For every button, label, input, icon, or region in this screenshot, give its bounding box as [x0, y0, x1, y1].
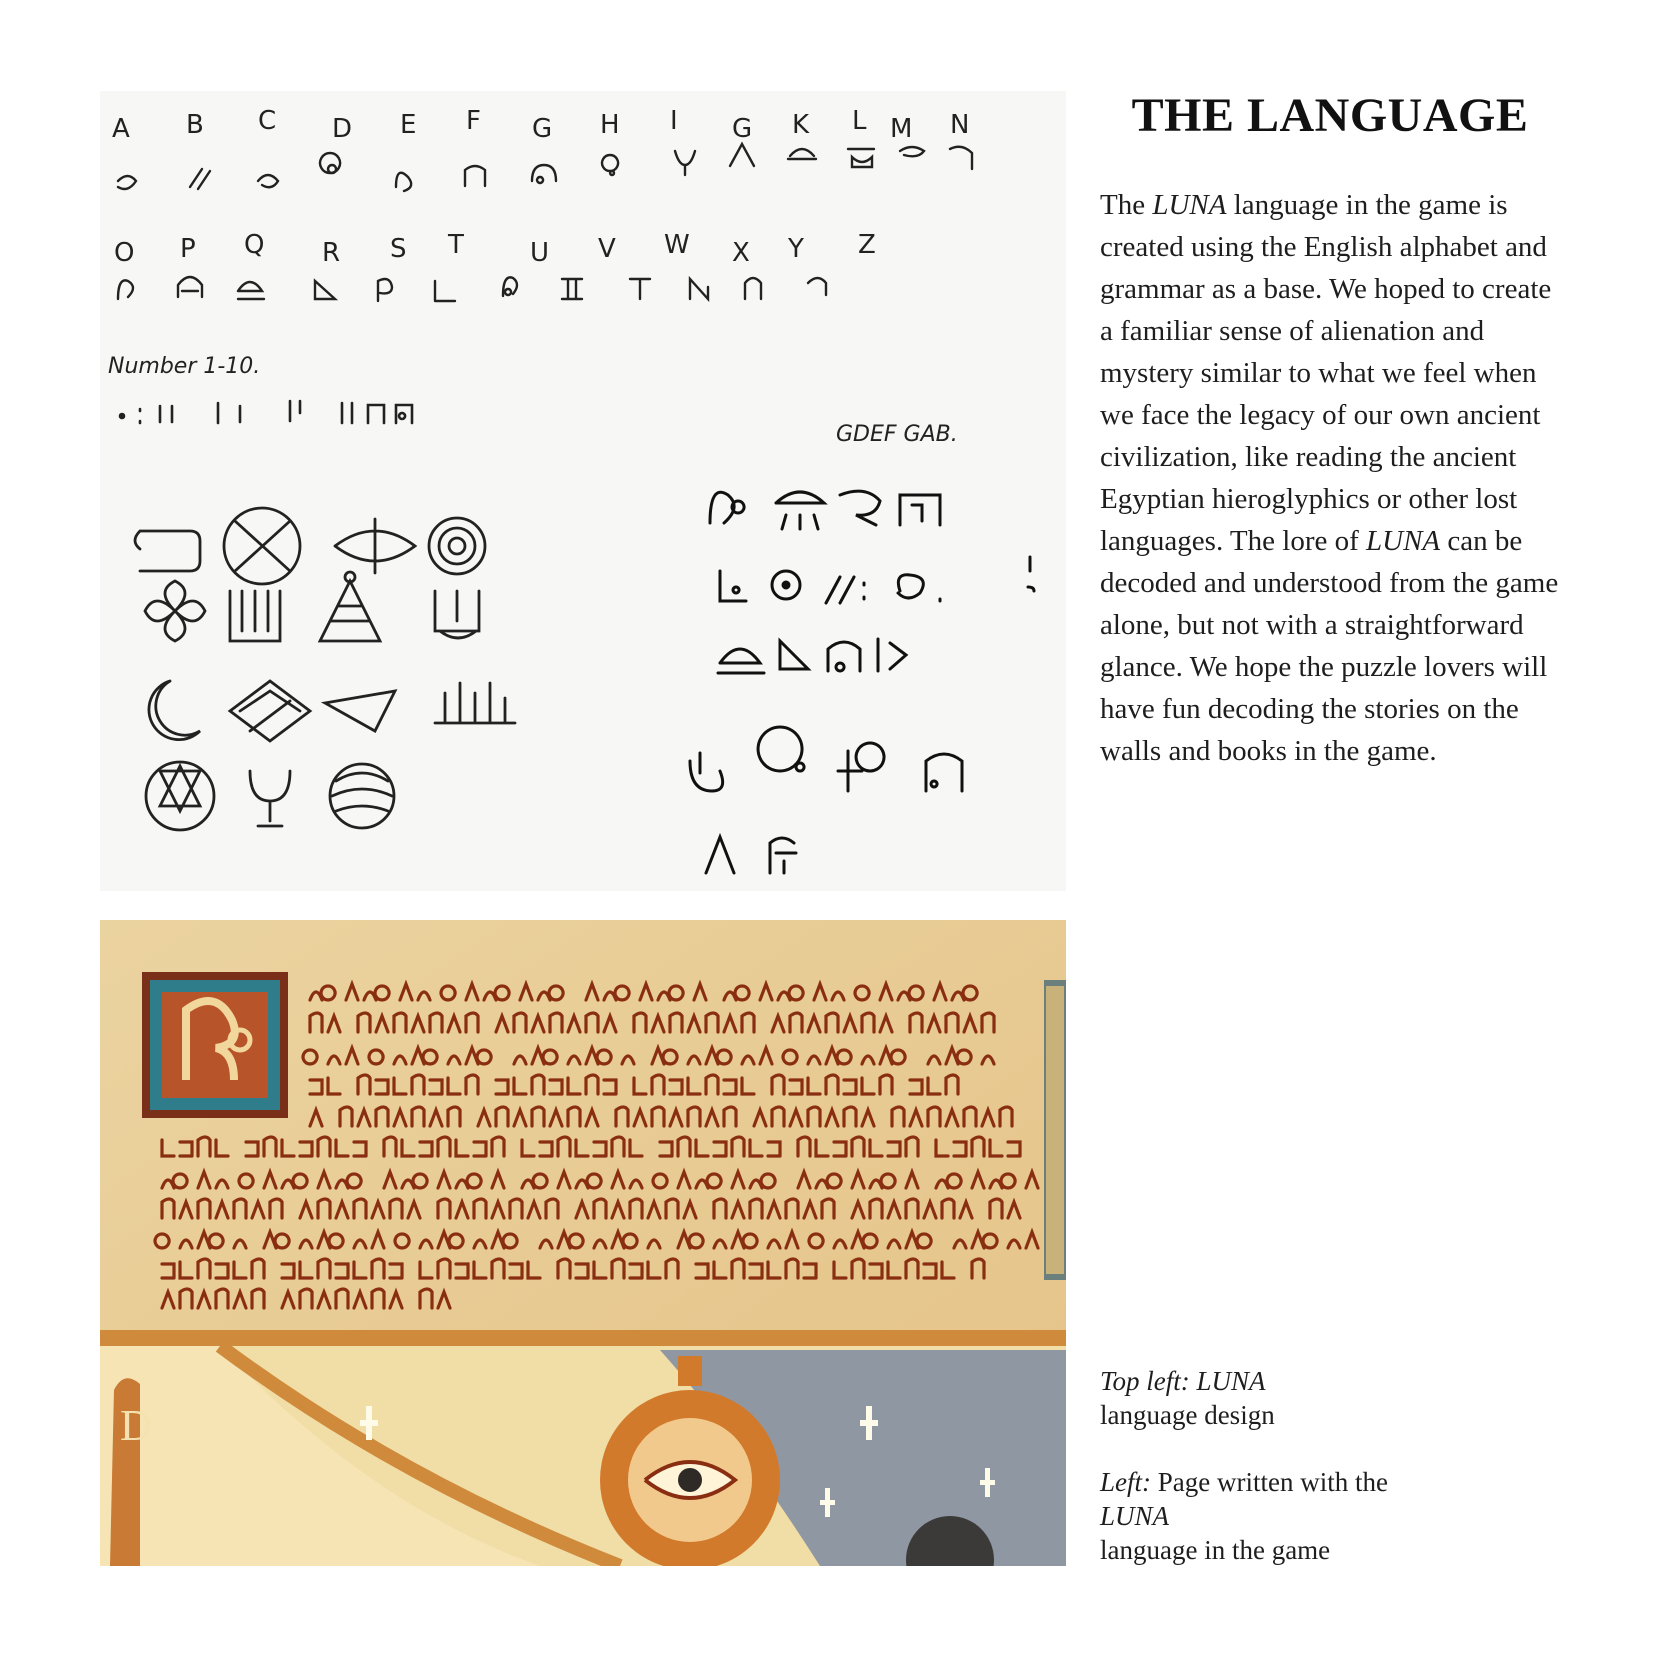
page-title: THE LANGUAGE: [1131, 89, 1529, 142]
caption-top-left: [1100, 1364, 1400, 1432]
alphabet-letter: M: [890, 114, 913, 144]
alphabet-letter: A: [112, 114, 130, 144]
alphabet-letter: Y: [788, 234, 804, 264]
sketch-note: GDEF GAB.: [836, 422, 958, 447]
alphabet-letter: H: [600, 110, 620, 140]
alphabet-letter: D: [332, 114, 353, 144]
alphabet-letter: X: [732, 238, 750, 268]
caption-left-luna: LUNA: [1100, 1501, 1170, 1531]
glyph-samples: [690, 491, 1034, 873]
body-luna-2: LUNA: [1366, 525, 1441, 557]
alphabet-letter: L: [852, 106, 867, 136]
alphabet-letter: F: [466, 106, 481, 136]
body-luna-1: LUNA: [1152, 189, 1227, 221]
alphabet-letter: C: [258, 106, 277, 136]
alphabet-letter: O: [114, 238, 135, 268]
alphabet-letter: U: [530, 238, 550, 268]
alphabet-letter: G: [532, 114, 553, 144]
alphabet-letter: P: [180, 234, 196, 264]
alphabet-letter: G: [732, 114, 753, 144]
alphabet-letter: B: [186, 110, 204, 140]
alphabet-letter: T: [448, 230, 464, 260]
alphabet-row-1: [112, 106, 969, 144]
language-design-sketch: [100, 91, 1066, 891]
body-paragraph: [1100, 184, 1570, 772]
alphabet-letter: V: [598, 234, 616, 264]
alphabet-letter: N: [950, 110, 970, 140]
body-text-2: language in the game is created using the English alphabet and grammar as a base. We hoped to create a familiar sense of alienation and mystery similar to what we feel when we face the legacy of our own ancient civilization, like reading the ancient Egyptian hieroglyphics or other lost languages. The lore of: [1100, 189, 1552, 557]
in-game-page-artwork: [100, 920, 1066, 1566]
caption-top-left-text: language design: [1100, 1400, 1275, 1430]
body-text-1: The: [1100, 189, 1153, 221]
caption-left: [1100, 1465, 1400, 1567]
alphabet-letter: R: [322, 238, 341, 268]
alphabet-letter: S: [390, 234, 407, 264]
svg-text:D: D: [120, 1401, 152, 1450]
caption-left-label: Left:: [1100, 1467, 1151, 1497]
illuminated-initial: [142, 972, 288, 1118]
caption-left-text-2: language in the game: [1100, 1535, 1331, 1565]
body-text-3: can be decoded and understood from the game alone, but not with a straightforward glance. We hope the puzzle lovers will have fun decoding the stories on the walls and books in the game.: [1100, 525, 1559, 767]
decorative-illustration: [100, 1330, 1066, 1566]
alphabet-letter: Z: [858, 230, 876, 260]
caption-left-text-1: Page written with the: [1157, 1467, 1388, 1497]
alphabet-letter: Q: [244, 230, 265, 260]
number-label: Number 1-10.: [108, 354, 261, 379]
alphabet-letter: I: [670, 106, 678, 136]
alphabet-row-2: [114, 230, 876, 268]
symbol-drawings: [135, 508, 515, 830]
alphabet-letter: E: [400, 110, 417, 140]
alphabet-letter: K: [792, 110, 810, 140]
alphabet-letter: W: [664, 230, 690, 260]
caption-top-left-luna: LUNA: [1196, 1366, 1266, 1396]
caption-top-left-label: Top left:: [1100, 1366, 1190, 1396]
